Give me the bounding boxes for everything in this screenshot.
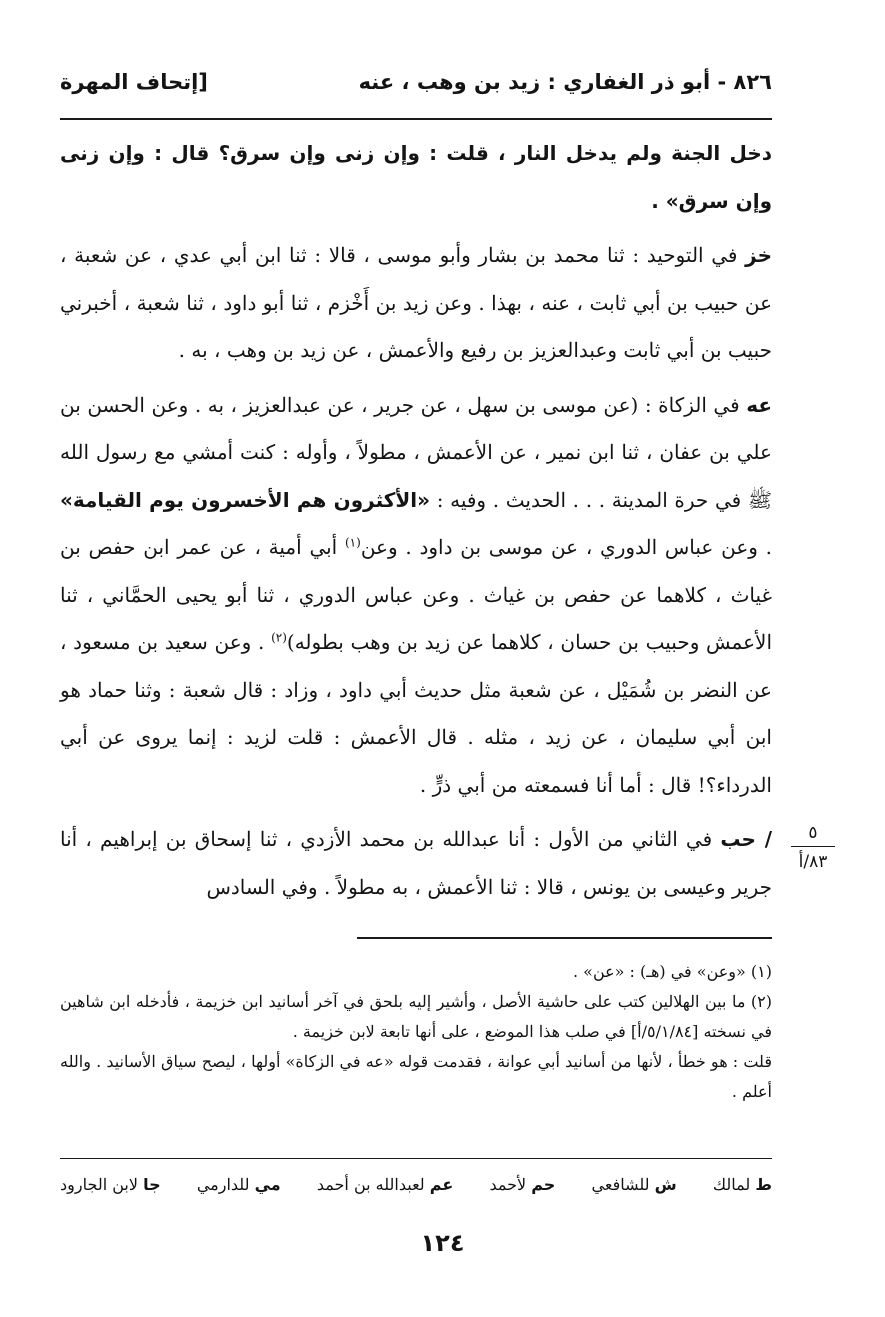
footnotes [60,957,772,1107]
paragraph-text: . وعن سعيد بن مسعود ، عن النضر بن شُمَيْل ، عن شعبة مثل حديث أبي داود ، وزاد : قال شعبة : وثنا حماد هو ابن أبي سليمان ، عن زيد ، مثله . قال الأعمش : قلت لزيد : إنما يروى عن أبي الدرداء؟! قال : أما أنا فسمعته من أبي ذرٍّ . [60,630,772,797]
abbreviation-item: ط لمالك [712,1175,772,1194]
main-text [60,130,772,918]
page-number: ١٢٤ [420,1229,465,1257]
source-siglum: / حب [720,827,772,851]
hadith-quote: «الأكثرون هم الأخسرون يوم القيامة» [60,487,431,512]
abbreviation-legend [60,1172,772,1198]
header-entry-title: ٨٢٦ - أبو ذر الغفاري : زيد بن وهب ، عنه [358,70,772,94]
paragraph [60,130,772,225]
folio-leaf: ٨٣/أ [798,852,828,872]
paragraph [60,816,772,911]
hadith-text: دخل الجنة ولم يدخل النار ، قلت : وإن زنى وإن سرق؟ قال : وإن زنى وإن سرق» . [60,141,772,213]
paragraph [60,232,772,375]
abbreviation-item: ش للشافعي [591,1175,677,1194]
paragraph-text: في التوحيد : ثنا محمد بن بشار وأبو موسى ، قالا : ثنا ابن أبي عدي ، عن شعبة ، عن حبيب بن أبي ثابت ، عنه ، بهذا . وعن زيد بن أَخْزم ، ثنا أبو داود ، ثنا شعبة ، أخبرني حبيب بن أبي ثابت وعبدالعزيز بن رفيع والأعمش ، عن زيد بن وهب ، به . [60,243,772,362]
footnote: قلت : هو خطأ ، لأنها من أسانيد أبي عوانة ، فقدمت قوله «عه في الزكاة» أولها ، ليصح سياق الأسانيد . والله أعلم . [60,1052,772,1101]
manuscript-folio-marker [788,822,838,873]
source-siglum: خز [745,243,773,267]
paragraph [60,382,772,810]
footnote: (١) «وعن» في (هـ) : «عن» . [572,962,772,981]
folio-divider [791,846,835,847]
paragraph-text: أبي أمية ، عن عمر ابن حفص بن غياث ، كلاهما عن حفص بن غياث . وعن عباس الدوري ، ثنا أبو يحيى الحمَّاني ، ثنا الأعمش وحبيب بن حسان ، كلاهما عن زيد بن وهب بطوله) [60,535,773,654]
legend-rule [60,1158,772,1159]
footnote-ref[interactable]: (١) [344,535,361,550]
abbreviation-item: مي للدارمي [196,1175,281,1194]
footnote: (٢) ما بين الهلالين كتب على حاشية الأصل ، وأشير إليه بلحق في آخر أسانيد ابن خزيمة ، فأدخله ابن شاهين في نسخته [٥/١/٨٤/أ] في صلب هذا الموضع ، على أنها تابعة لابن خزيمة . [60,992,772,1041]
paragraph-text: . وعن عباس الدوري ، عن موسى بن داود . وعن [360,535,773,559]
footnote-ref[interactable]: (٢) [271,630,287,645]
running-header [60,62,772,102]
source-siglum: عه [746,392,773,417]
paragraph-text: في الثاني من الأول : أنا عبدالله بن محمد الأزدي ، ثنا إسحاق بن إبراهيم ، أنا جرير وعيسى بن يونس ، قالا : ثنا الأعمش ، به مطولاً . وفي السادس [60,827,772,899]
header-rule [60,118,772,120]
abbreviation-item: عم لعبدالله بن أحمد [316,1175,454,1194]
paragraph-text: في الزكاة : (عن موسى بن سهل ، عن جرير ، عن عبدالعزيز ، به . وعن الحسن بن علي بن عفان ، ثنا ابن نمير ، عن الأعمش ، مطولاً ، وأوله : كنت أمشي مع رسول الله ﷺ في حرة المدينة . . . الحديث . وفيه : [60,392,773,512]
folio-number: ٥ [808,823,818,843]
abbreviation-item: جا لابن الجارود [60,1175,161,1194]
header-book-title: [إتحاف المهرة [60,70,208,94]
abbreviation-item: حم لأحمد [489,1175,556,1194]
footnote-rule [357,937,772,939]
